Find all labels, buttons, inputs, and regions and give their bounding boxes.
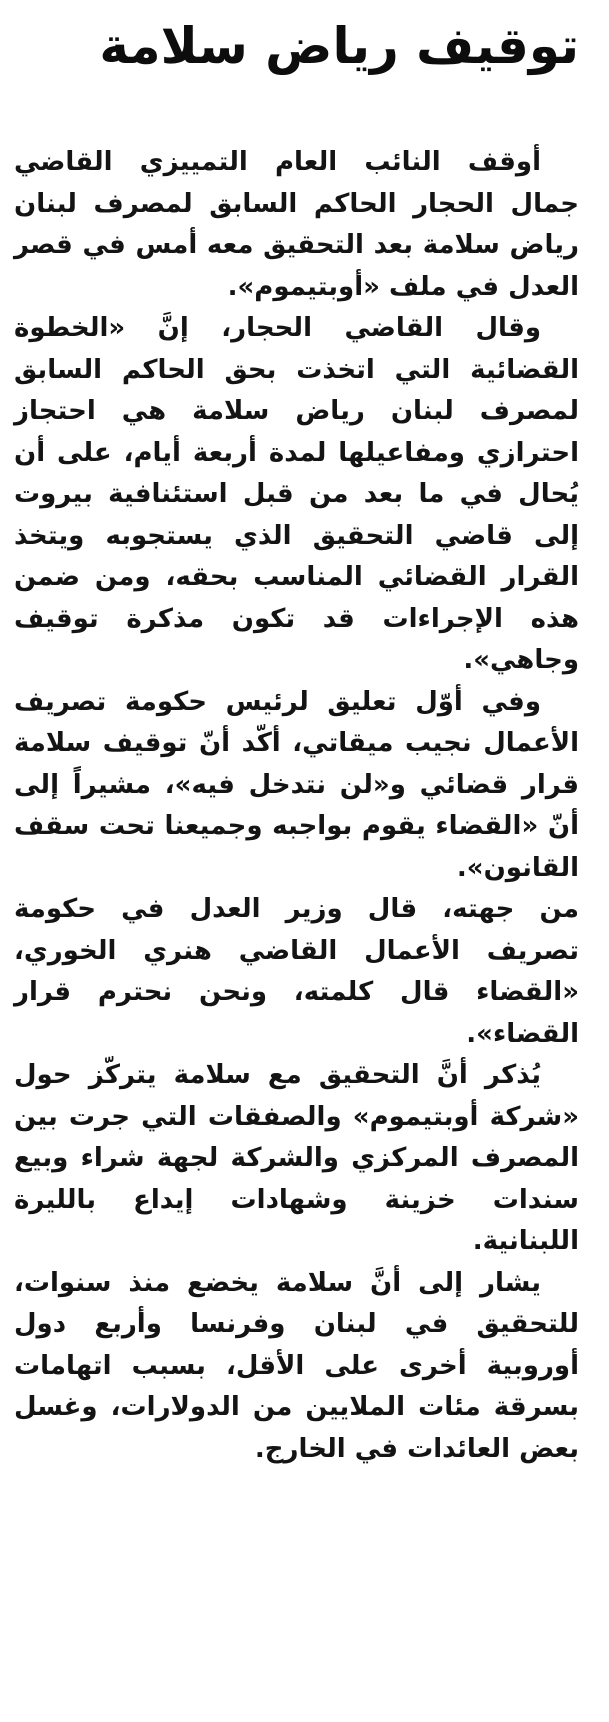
article-paragraph: من جهته، قال وزير العدل في حكومة تصريف الأعمال القاضي هنري الخوري، «القضاء قال كلمته، ونحن نحترم قرار القضاء». xyxy=(14,894,579,1049)
news-article xyxy=(14,14,579,1470)
article-paragraph: وقال القاضي الحجار، إنَّ «الخطوة القضائية التي اتخذت بحق الحاكم السابق لمصرف لبنان رياض سلامة هي احتجاز احترازي ومفاعيلها لمدة أربعة أيام، على أن يُحال في ما بعد من قبل استئنافية بيروت إلى قاضي التحقيق الذي يستجوبه ويتخذ القرار القضائي المناسب بحقه، ومن ضمن هذه الإجراءات قد تكون مذكرة توقيف وجاهي». xyxy=(14,313,579,675)
article-paragraph: أوقف النائب العام التمييزي القاضي جمال الحجار الحاكم السابق لمصرف لبنان رياض سلامة بعد التحقيق معه أمس في قصر العدل في ملف «أوبتيموم». xyxy=(14,147,579,302)
article-body xyxy=(14,142,579,1470)
article-paragraph: يشار إلى أنَّ سلامة يخضع منذ سنوات، للتحقيق في لبنان وفرنسا وأربع دول أوروبية أخرى على الأقل، بسبب اتهامات بسرقة مئات الملايين من الدولارات، وغسل بعض العائدات في الخارج. xyxy=(14,1267,579,1464)
article-paragraph: وفي أوّل تعليق لرئيس حكومة تصريف الأعمال نجيب ميقاتي، أكّد أنّ توقيف سلامة قرار قضائي و«لن نتدخل فيه»، مشيراً إلى أنّ «القضاء يقوم بواجبه وجميعنا تحت سقف القانون». xyxy=(14,686,579,883)
article-headline: توقيف رياض سلامة xyxy=(99,17,579,75)
article-paragraph: يُذكر أنَّ التحقيق مع سلامة يتركّز حول «شركة أوبتيموم» والصفقات التي جرت بين المصرف المركزي والشركة لجهة شراء وبيع سندات خزينة وشهادات إيداع بالليرة اللبنانية. xyxy=(14,1060,579,1256)
